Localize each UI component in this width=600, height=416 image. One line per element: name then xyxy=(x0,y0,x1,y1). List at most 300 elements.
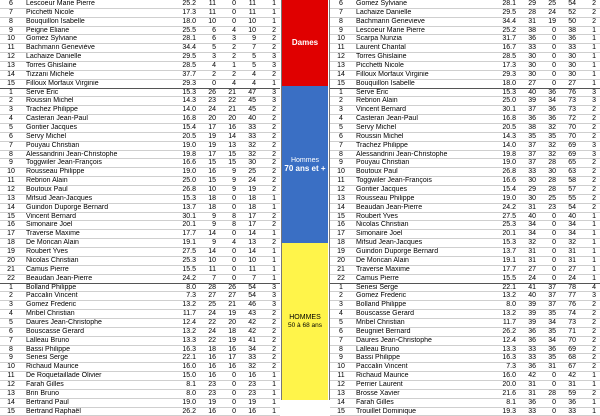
score-1-cell: 2 xyxy=(200,70,220,79)
rounds-cell: 2 xyxy=(580,0,600,8)
rounds-cell: 1 xyxy=(260,398,280,407)
handicap-cell: 20.1 xyxy=(492,230,520,239)
total-cell: 69 xyxy=(560,150,580,159)
player-name-cell: Rebrion Alain xyxy=(352,97,492,106)
rounds-cell: 1 xyxy=(260,389,280,398)
rank-cell: 7 xyxy=(330,336,352,345)
total-cell: 45 xyxy=(240,106,260,115)
total-cell: 30 xyxy=(560,53,580,62)
rank-cell: 5 xyxy=(0,124,22,133)
handicap-cell: 11.7 xyxy=(172,310,200,319)
handicap-cell: 22.1 xyxy=(492,283,520,292)
rounds-cell: 1 xyxy=(580,274,600,283)
score-2-cell: 20 xyxy=(220,318,240,327)
band-label: Hommes xyxy=(290,156,319,164)
handicap-cell: 18.0 xyxy=(172,17,200,26)
score-1-cell: 9 xyxy=(200,239,220,248)
score-2-cell: 22 xyxy=(220,97,240,106)
score-2-cell: 19 xyxy=(540,17,560,26)
table-row xyxy=(0,70,280,79)
player-name-cell: Gomez Sylviane xyxy=(22,35,172,44)
rank-cell: 22 xyxy=(330,274,352,283)
handicap-cell: 19.3 xyxy=(492,407,520,416)
handicap-cell: 29.5 xyxy=(492,8,520,17)
rank-cell: 7 xyxy=(0,336,22,345)
player-name-cell: Casteran Jean-Paul xyxy=(22,115,172,124)
player-name-cell: Roubert Yves xyxy=(22,248,172,257)
total-cell: 78 xyxy=(560,283,580,292)
total-cell: 42 xyxy=(560,372,580,381)
rank-cell: 17 xyxy=(0,230,22,239)
player-name-cell: Lachaize Danielle xyxy=(22,53,172,62)
player-name-cell: Bassi Philippe xyxy=(22,345,172,354)
rank-cell: 6 xyxy=(0,327,22,336)
score-2-cell: 0 xyxy=(220,380,240,389)
score-2-cell: 0 xyxy=(540,398,560,407)
player-name-cell: Beugniet Bernard xyxy=(352,327,492,336)
total-cell: 43 xyxy=(240,310,260,319)
total-cell: 32 xyxy=(240,141,260,150)
table-row xyxy=(0,141,280,150)
score-2-cell: 28 xyxy=(540,186,560,195)
rank-cell: 9 xyxy=(0,159,22,168)
score-2-cell: 35 xyxy=(540,132,560,141)
rank-cell: 1 xyxy=(0,283,22,292)
handicap-cell: 19.0 xyxy=(172,168,200,177)
rank-cell: 2 xyxy=(330,97,352,106)
score-2-cell: 19 xyxy=(220,310,240,319)
score-2-cell: 8 xyxy=(220,212,240,221)
score-1-cell: 14 xyxy=(200,230,220,239)
score-2-cell: 8 xyxy=(220,221,240,230)
total-cell: 40 xyxy=(560,212,580,221)
handicap-cell: 19.0 xyxy=(172,398,200,407)
table-row xyxy=(330,17,600,26)
score-2-cell: 21 xyxy=(220,88,240,97)
rank-cell: 2 xyxy=(0,97,22,106)
score-2-cell: 32 xyxy=(540,141,560,150)
table-row xyxy=(0,35,280,44)
rank-cell: 14 xyxy=(0,70,22,79)
player-name-cell: Pouyau Christian xyxy=(22,141,172,150)
player-name-cell: Gomez Frederic xyxy=(352,292,492,301)
rounds-cell: 2 xyxy=(580,194,600,203)
rounds-cell: 2 xyxy=(260,212,280,221)
table-row xyxy=(0,310,280,319)
handicap-cell: 37.7 xyxy=(172,70,200,79)
band-label: HOMMES xyxy=(289,313,321,321)
player-name-cell: Bachmann Geneviève xyxy=(22,44,172,53)
rounds-cell: 2 xyxy=(260,70,280,79)
rank-cell: 4 xyxy=(330,310,352,319)
score-1-cell: 34 xyxy=(520,221,540,230)
rounds-cell: 3 xyxy=(260,53,280,62)
total-cell: 27 xyxy=(560,79,580,88)
player-name-cell: Simonaire Joel xyxy=(22,221,172,230)
score-2-cell: 37 xyxy=(540,292,560,301)
player-name-cell: Boutoux Paul xyxy=(22,186,172,195)
table-row xyxy=(330,70,600,79)
total-cell: 32 xyxy=(240,363,260,372)
rounds-cell: 2 xyxy=(580,327,600,336)
handicap-cell: 25.0 xyxy=(172,177,200,186)
player-name-cell: Lalleau Bruno xyxy=(352,345,492,354)
table-row xyxy=(330,239,600,248)
score-2-cell: 17 xyxy=(220,354,240,363)
score-1-cell: 38 xyxy=(520,124,540,133)
table-row xyxy=(0,301,280,310)
score-1-cell: 36 xyxy=(520,363,540,372)
player-name-cell: Daures Jean-Christophe xyxy=(352,336,492,345)
total-cell: 13 xyxy=(240,239,260,248)
total-cell: 11 xyxy=(240,265,260,274)
table-row xyxy=(330,203,600,212)
player-name-cell: Pouyau Christian xyxy=(352,159,492,168)
player-name-cell: Bertrand Raphaël xyxy=(22,407,172,416)
score-2-cell: 34 xyxy=(540,318,560,327)
score-1-cell: 19 xyxy=(200,398,220,407)
rounds-cell: 2 xyxy=(260,141,280,150)
rounds-cell: 2 xyxy=(580,310,600,319)
handicap-cell: 15.3 xyxy=(492,88,520,97)
score-1-cell: 6 xyxy=(200,35,220,44)
rank-cell: 6 xyxy=(330,0,352,8)
handicap-cell: 17.7 xyxy=(172,230,200,239)
handicap-cell: 19.0 xyxy=(172,141,200,150)
score-1-cell: 7 xyxy=(200,274,220,283)
score-2-cell: 24 xyxy=(540,8,560,17)
band-sublabel: 70 ans et + xyxy=(284,163,326,173)
score-1-cell: 26 xyxy=(200,88,220,97)
score-1-cell: 23 xyxy=(200,380,220,389)
rounds-cell: 2 xyxy=(580,318,600,327)
rounds-cell: 1 xyxy=(580,372,600,381)
table-row xyxy=(0,354,280,363)
rank-cell: 14 xyxy=(0,398,22,407)
total-cell: 18 xyxy=(240,194,260,203)
score-1-cell: 16 xyxy=(200,363,220,372)
total-cell: 40 xyxy=(240,115,260,124)
score-1-cell: 24 xyxy=(200,327,220,336)
total-cell: 33 xyxy=(240,132,260,141)
score-1-cell: 30 xyxy=(520,53,540,62)
handicap-cell: 30.1 xyxy=(492,106,520,115)
score-1-cell: 10 xyxy=(200,186,220,195)
score-2-cell: 0 xyxy=(220,265,240,274)
rounds-cell: 1 xyxy=(580,398,600,407)
rank-cell: 10 xyxy=(0,168,22,177)
rank-cell: 3 xyxy=(0,106,22,115)
player-name-cell: Brosse Xavier xyxy=(352,389,492,398)
score-1-cell: 22 xyxy=(200,318,220,327)
total-cell: 76 xyxy=(560,88,580,97)
rounds-cell: 2 xyxy=(260,124,280,133)
handicap-cell: 31.7 xyxy=(492,35,520,44)
rounds-cell: 1 xyxy=(580,248,600,257)
player-name-cell: Paccalin Vincent xyxy=(22,292,172,301)
player-name-cell: Rousseau Philippe xyxy=(22,168,172,177)
score-1-cell: 33 xyxy=(520,168,540,177)
player-name-cell: Bassi Philippe xyxy=(352,354,492,363)
total-cell: 73 xyxy=(560,97,580,106)
player-name-cell: Rousseau Philippe xyxy=(352,194,492,203)
player-name-cell: Filloux Morfaux Virginie xyxy=(352,70,492,79)
total-cell: 50 xyxy=(560,17,580,26)
table-row xyxy=(330,221,600,230)
handicap-cell: 26.2 xyxy=(492,327,520,336)
score-2-cell: 37 xyxy=(540,283,560,292)
total-cell: 65 xyxy=(560,159,580,168)
rounds-cell: 1 xyxy=(580,44,600,53)
player-name-cell: Vincent Bernard xyxy=(22,212,172,221)
rounds-cell: 2 xyxy=(260,168,280,177)
score-2-cell: 28 xyxy=(540,159,560,168)
rank-cell: 8 xyxy=(0,150,22,159)
score-2-cell: 4 xyxy=(220,239,240,248)
score-2-cell: 27 xyxy=(220,292,240,301)
handicap-cell: 20.1 xyxy=(172,221,200,230)
score-2-cell: 35 xyxy=(540,354,560,363)
player-name-cell: Toggwiler Jean-François xyxy=(352,177,492,186)
rounds-cell: 1 xyxy=(580,265,600,274)
table-row xyxy=(330,141,600,150)
total-cell: 34 xyxy=(560,221,580,230)
rank-cell: 19 xyxy=(0,248,22,257)
score-1-cell: 33 xyxy=(520,354,540,363)
total-cell: 14 xyxy=(240,230,260,239)
rank-cell: 14 xyxy=(330,203,352,212)
score-2-cell: 9 xyxy=(220,186,240,195)
category-band-hommes-70 xyxy=(282,86,328,243)
category-band-hommes-50-68 xyxy=(282,243,328,400)
player-name-cell: Lachaize Danielle xyxy=(352,8,492,17)
rounds-cell: 3 xyxy=(580,292,600,301)
handicap-cell: 13.2 xyxy=(172,301,200,310)
score-2-cell: 30 xyxy=(540,168,560,177)
table-row xyxy=(0,336,280,345)
player-name-cell: Simonaire Joel xyxy=(352,230,492,239)
rank-cell: 11 xyxy=(330,372,352,381)
rounds-cell: 2 xyxy=(260,159,280,168)
handicap-cell: 8.0 xyxy=(492,301,520,310)
player-name-cell: Torres Ghislaine xyxy=(352,53,492,62)
total-cell: 47 xyxy=(240,88,260,97)
score-2-cell: 4 xyxy=(220,79,240,88)
player-name-cell: Rebrion Alain xyxy=(22,177,172,186)
rounds-cell: 1 xyxy=(580,230,600,239)
handicap-cell: 8.1 xyxy=(172,380,200,389)
score-1-cell: 24 xyxy=(520,274,540,283)
score-1-cell: 36 xyxy=(520,336,540,345)
total-cell: 46 xyxy=(240,301,260,310)
rank-cell: 8 xyxy=(330,150,352,159)
rounds-cell: 1 xyxy=(580,62,600,71)
score-2-cell: 2 xyxy=(220,44,240,53)
score-1-cell: 18 xyxy=(200,194,220,203)
handicap-cell: 13.7 xyxy=(172,203,200,212)
score-2-cell: 0 xyxy=(540,221,560,230)
rounds-cell: 2 xyxy=(580,389,600,398)
table-row xyxy=(0,363,280,372)
score-1-cell: 17 xyxy=(200,150,220,159)
player-name-cell: Paccalin Vincent xyxy=(352,363,492,372)
score-1-cell: 31 xyxy=(520,256,540,265)
table-row xyxy=(330,150,600,159)
player-name-cell: Mribel Christian xyxy=(352,318,492,327)
table-row xyxy=(0,17,280,26)
score-2-cell: 0 xyxy=(540,26,560,35)
player-name-cell: Roussin Michel xyxy=(352,132,492,141)
handicap-cell: 28.5 xyxy=(492,53,520,62)
player-name-cell: Toggwiler Jean-François xyxy=(22,159,172,168)
player-name-cell: Boutoux Paul xyxy=(352,168,492,177)
rounds-cell: 3 xyxy=(260,292,280,301)
table-row xyxy=(330,159,600,168)
score-1-cell: 37 xyxy=(520,159,540,168)
score-1-cell: 32 xyxy=(520,239,540,248)
handicap-cell: 15.4 xyxy=(492,186,520,195)
handicap-cell: 16.8 xyxy=(492,115,520,124)
rank-cell: 1 xyxy=(330,283,352,292)
player-name-cell: Camus Pierre xyxy=(352,274,492,283)
player-name-cell: Scarpa Nunzia xyxy=(352,35,492,44)
total-cell: 32 xyxy=(560,239,580,248)
rank-cell: 12 xyxy=(330,186,352,195)
handicap-cell: 28.5 xyxy=(172,62,200,71)
player-name-cell: Beaudan Jean-Pierre xyxy=(22,274,172,283)
rank-cell: 5 xyxy=(330,318,352,327)
table-row xyxy=(330,53,600,62)
table-row xyxy=(330,106,600,115)
table-row xyxy=(330,318,600,327)
total-cell: 23 xyxy=(240,389,260,398)
handicap-cell: 7.3 xyxy=(172,292,200,301)
total-cell: 73 xyxy=(560,106,580,115)
score-2-cell: 0 xyxy=(540,274,560,283)
score-2-cell: 25 xyxy=(540,0,560,8)
score-2-cell: 0 xyxy=(540,372,560,381)
score-1-cell: 16 xyxy=(200,372,220,381)
score-2-cell: 28 xyxy=(540,389,560,398)
score-2-cell: 0 xyxy=(220,230,240,239)
total-cell: 76 xyxy=(560,301,580,310)
player-name-cell: Gomez Frederic xyxy=(22,301,172,310)
rank-cell: 21 xyxy=(330,265,352,274)
total-cell: 41 xyxy=(240,336,260,345)
rank-cell: 3 xyxy=(330,106,352,115)
rank-cell: 5 xyxy=(330,124,352,133)
total-cell: 59 xyxy=(560,389,580,398)
rounds-cell: 2 xyxy=(580,132,600,141)
table-row xyxy=(330,115,600,124)
handicap-cell: 13.2 xyxy=(492,310,520,319)
total-cell: 70 xyxy=(560,124,580,133)
score-1-cell: 34 xyxy=(520,230,540,239)
score-1-cell: 36 xyxy=(520,327,540,336)
table-row xyxy=(330,230,600,239)
rounds-cell: 1 xyxy=(580,70,600,79)
rank-cell: 12 xyxy=(0,380,22,389)
score-1-cell: 31 xyxy=(520,248,540,257)
rank-cell: 10 xyxy=(330,363,352,372)
rounds-cell: 1 xyxy=(260,248,280,257)
total-cell: 25 xyxy=(240,168,260,177)
rounds-cell: 1 xyxy=(580,221,600,230)
rounds-cell: 2 xyxy=(580,8,600,17)
score-1-cell: 11 xyxy=(200,265,220,274)
player-name-cell: Serve Eric xyxy=(22,88,172,97)
score-1-cell: 39 xyxy=(520,318,540,327)
score-2-cell: 16 xyxy=(220,345,240,354)
player-name-cell: Trouillet Dominique xyxy=(352,407,492,416)
rank-cell: 20 xyxy=(330,256,352,265)
total-cell: 31 xyxy=(560,380,580,389)
rank-cell: 3 xyxy=(330,301,352,310)
player-name-cell: Mifsud Jean-Jacques xyxy=(352,239,492,248)
rank-cell: 20 xyxy=(0,256,22,265)
player-name-cell: Farah Gilles xyxy=(352,398,492,407)
rounds-cell: 1 xyxy=(260,372,280,381)
rank-cell: 9 xyxy=(330,26,352,35)
table-row xyxy=(0,345,280,354)
left-results-body xyxy=(0,0,280,416)
score-1-cell: 33 xyxy=(520,407,540,416)
rounds-cell: 2 xyxy=(580,203,600,212)
handicap-cell: 30.1 xyxy=(172,212,200,221)
total-cell: 45 xyxy=(240,97,260,106)
rounds-cell: 1 xyxy=(260,8,280,17)
table-row xyxy=(0,106,280,115)
score-2-cell: 28 xyxy=(540,177,560,186)
rounds-cell: 1 xyxy=(580,212,600,221)
table-row xyxy=(330,97,600,106)
total-cell: 11 xyxy=(240,8,260,17)
rounds-cell: 1 xyxy=(260,0,280,8)
handicap-cell: 20.5 xyxy=(172,132,200,141)
score-2-cell: 0 xyxy=(540,53,560,62)
total-cell: 42 xyxy=(240,327,260,336)
handicap-cell: 15.3 xyxy=(172,88,200,97)
rounds-cell: 1 xyxy=(580,53,600,62)
score-2-cell: 0 xyxy=(220,17,240,26)
score-2-cell: 14 xyxy=(220,132,240,141)
score-2-cell: 0 xyxy=(220,203,240,212)
table-row xyxy=(0,248,280,257)
rank-cell: 15 xyxy=(0,79,22,88)
total-cell: 9 xyxy=(240,35,260,44)
rank-cell: 8 xyxy=(330,345,352,354)
rounds-cell: 3 xyxy=(260,97,280,106)
handicap-cell: 14.0 xyxy=(172,106,200,115)
score-2-cell: 0 xyxy=(540,239,560,248)
handicap-cell: 29.3 xyxy=(492,70,520,79)
score-1-cell: 4 xyxy=(200,62,220,71)
table-row xyxy=(0,53,280,62)
rank-cell: 7 xyxy=(330,141,352,150)
score-2-cell: 25 xyxy=(540,194,560,203)
player-name-cell: Bouscasse Gerard xyxy=(352,310,492,319)
player-name-cell: Picchetti Nicole xyxy=(22,8,172,17)
rank-cell: 2 xyxy=(0,292,22,301)
rank-cell: 15 xyxy=(0,212,22,221)
total-cell: 54 xyxy=(560,203,580,212)
rounds-cell: 2 xyxy=(260,150,280,159)
total-cell: 17 xyxy=(240,221,260,230)
table-row xyxy=(330,301,600,310)
handicap-cell: 12.4 xyxy=(492,336,520,345)
total-cell: 33 xyxy=(560,407,580,416)
player-name-cell: De Moncan Alain xyxy=(352,256,492,265)
